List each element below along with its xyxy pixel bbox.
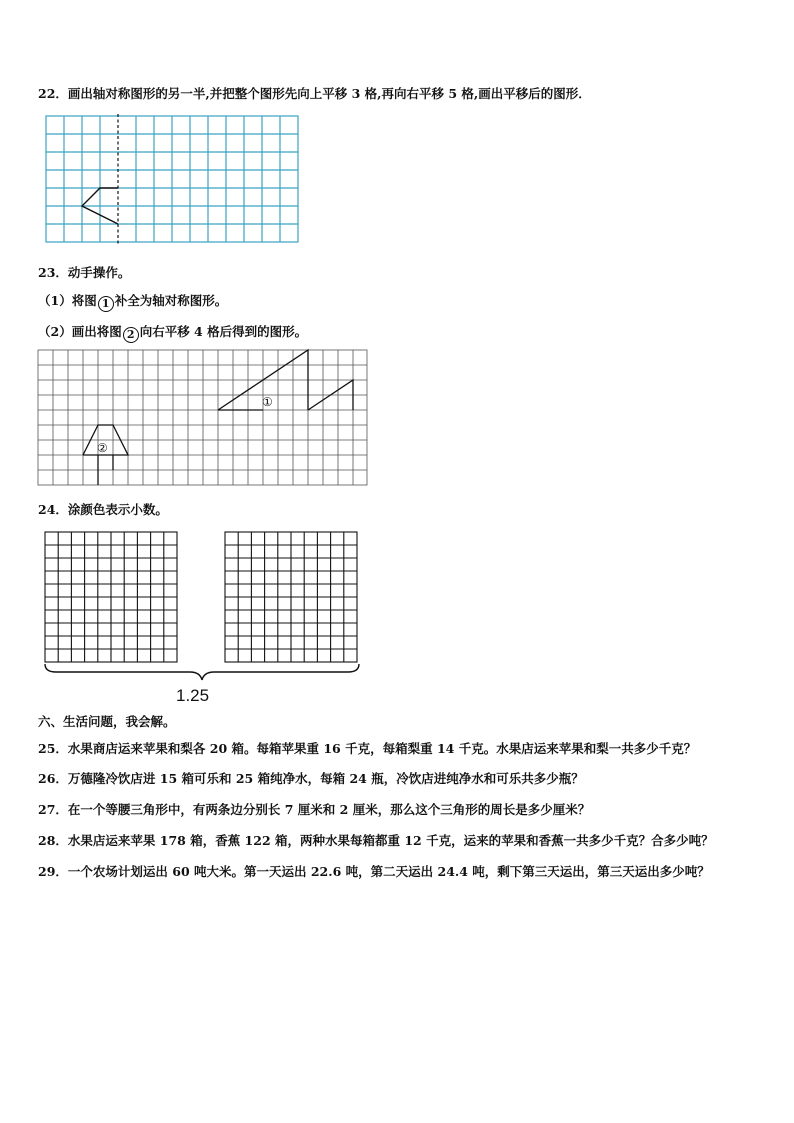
q23-sub2 [38, 322, 307, 343]
problem-28: 28．水果店运来苹果 178 箱，香蕉 122 箱，两种水果每箱都重 12 千克，运来的苹果和香蕉一共多少千克？合多少吨？ [38, 833, 714, 848]
brace [44, 664, 360, 682]
label-2: ② [97, 441, 108, 455]
q23-sub1 [38, 291, 227, 312]
label-1: ① [262, 395, 273, 409]
q23-sub2-post: 向右平移 4 格后得到的图形。 [139, 324, 308, 339]
circle-1: 1 [98, 296, 114, 312]
q22-grid[interactable] [46, 116, 298, 243]
q23-sub2-pre: （2）画出将图 [38, 324, 122, 339]
problem-25: 25．水果商店运来苹果和梨各 20 箱。每箱苹果重 16 千克，每箱梨重 14 千克。水果店运来苹果和梨一共多少千克？ [38, 741, 697, 756]
q23-grid[interactable] [38, 350, 367, 485]
circle-2: 2 [123, 327, 139, 343]
q24-title: 24．涂颜色表示小数。 [38, 502, 168, 517]
hundred-grid-left[interactable] [45, 532, 177, 662]
problem-26: 26．万德隆冷饮店进 15 箱可乐和 25 箱纯净水，每箱 24 瓶，冷饮店进纯净水和可乐共多少瓶？ [38, 771, 584, 786]
section-6-title: 六、生活问题，我会解。 [38, 714, 176, 729]
hundred-grid-right[interactable] [225, 532, 357, 662]
q23-sub1-pre: （1）将图 [38, 293, 97, 308]
q22-text: 22．画出轴对称图形的另一半,并把整个图形先向上平移 3 格,再向右平移 5 格,画出平移后的图形． [38, 86, 591, 101]
problem-29: 29．一个农场计划运出 60 吨大米。第一天运出 22.6 吨，第二天运出 24.4 吨，剩下第三天运出，第三天运出多少吨？ [38, 864, 710, 879]
decimal-label: 1.25 [176, 686, 210, 705]
q23-title: 23．动手操作。 [38, 265, 131, 280]
problem-27: 27．在一个等腰三角形中，有两条边分别长 7 厘米和 2 厘米，那么这个三角形的周长是多少厘米？ [38, 802, 591, 817]
q23-sub1-post: 补全为轴对称图形。 [114, 293, 228, 308]
